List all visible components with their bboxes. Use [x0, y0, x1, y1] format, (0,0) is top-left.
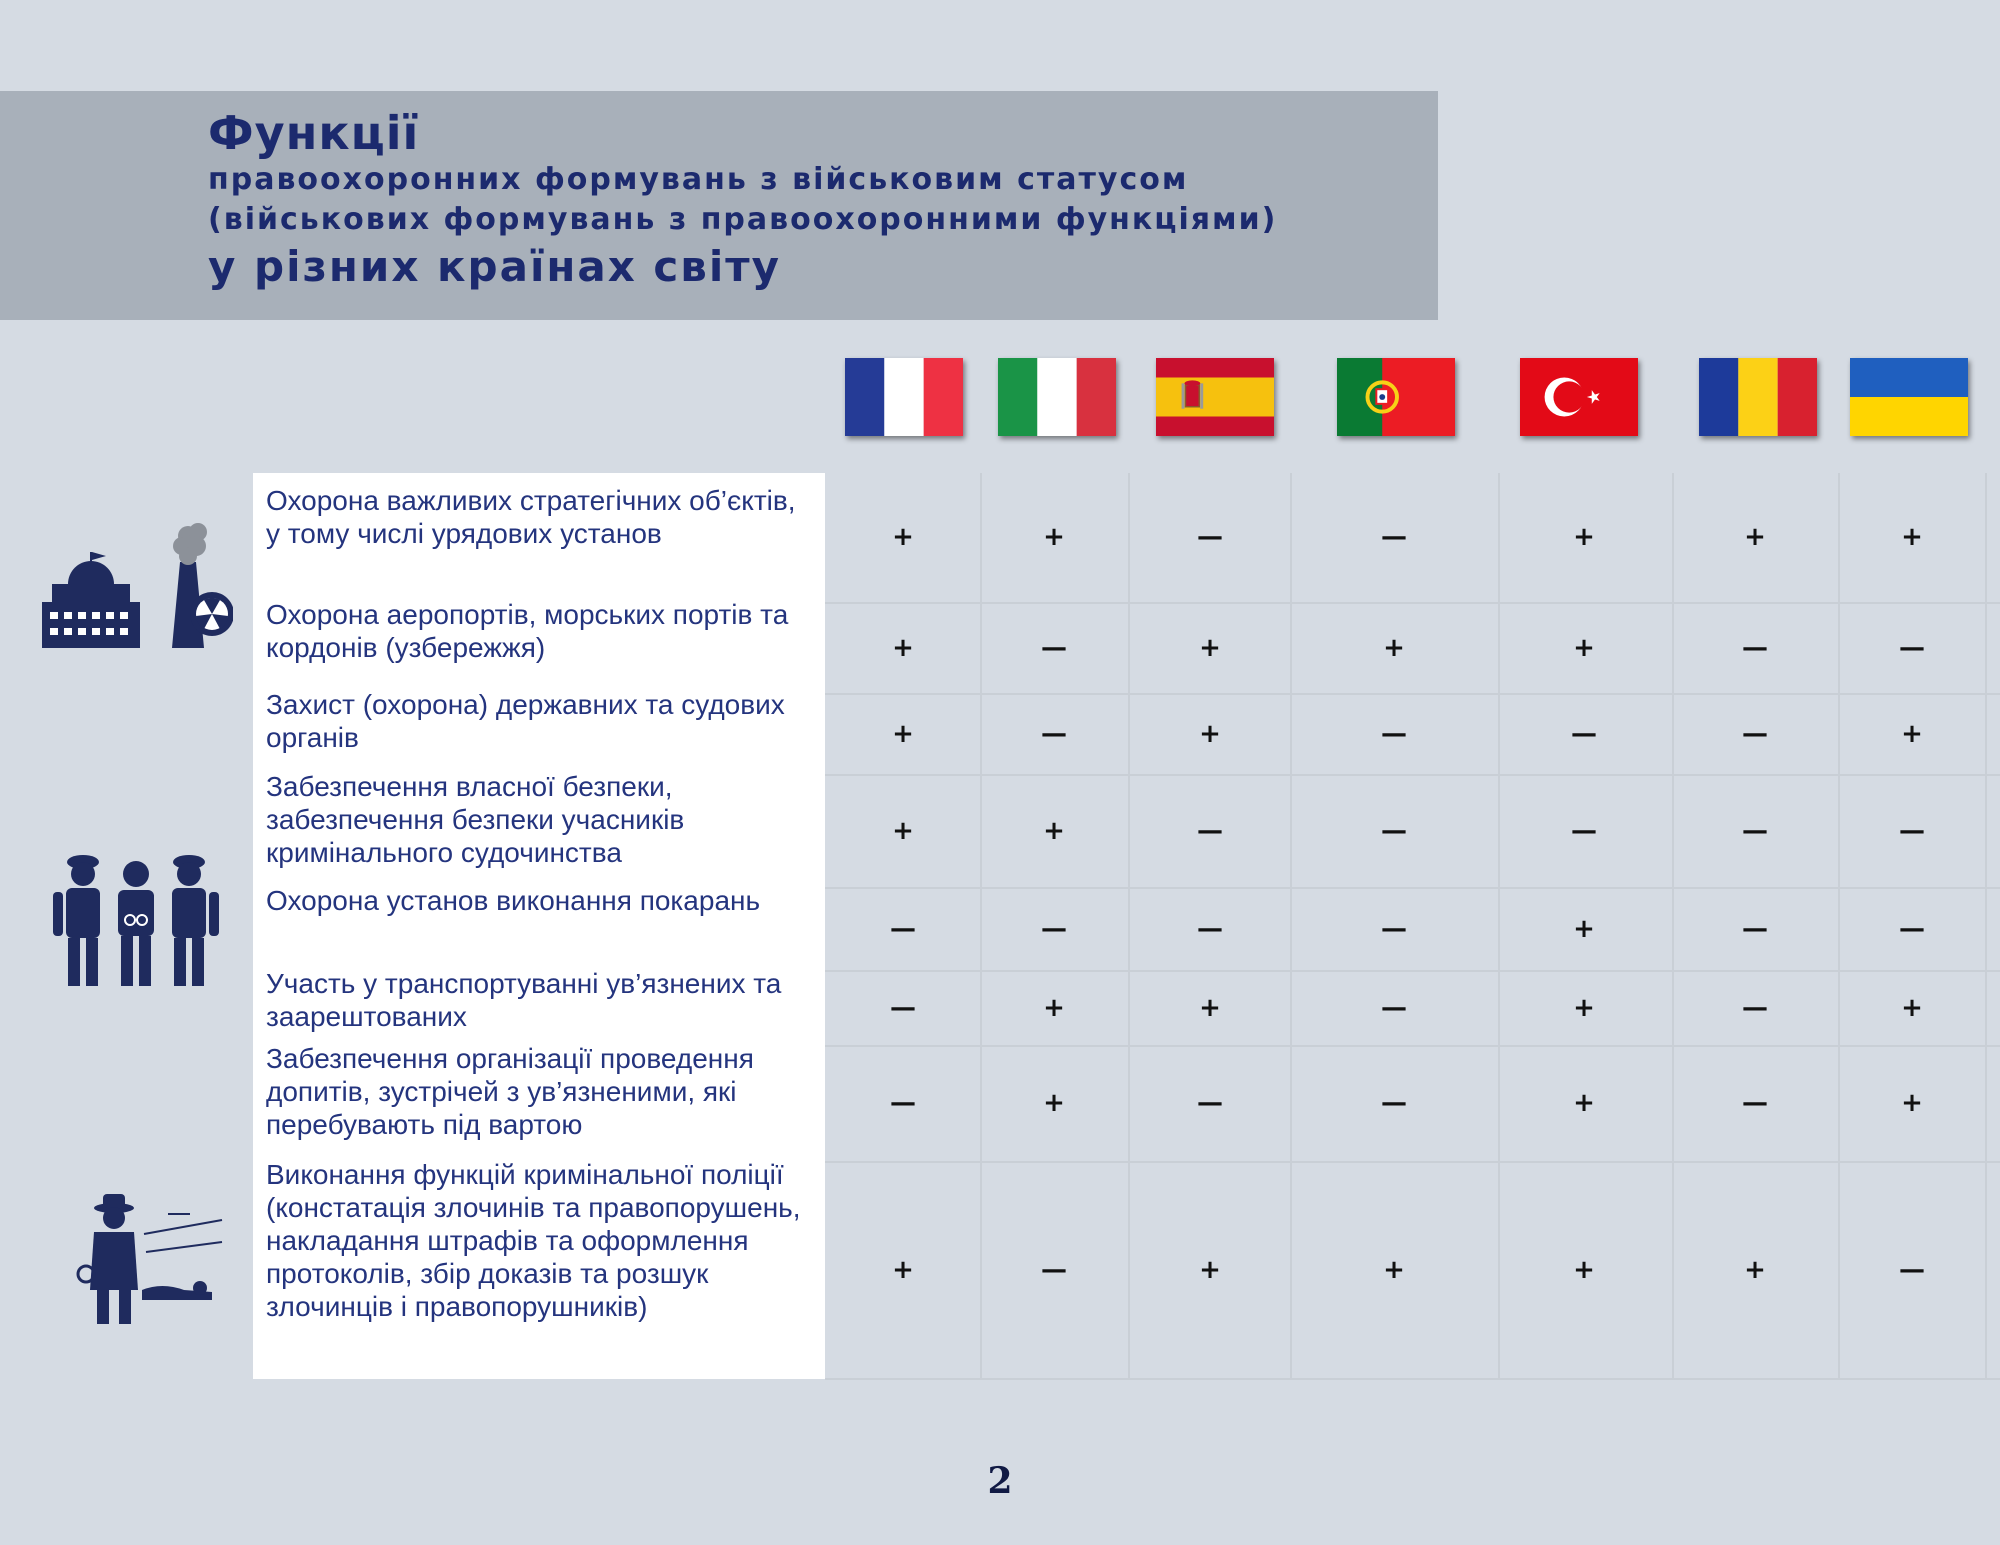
cell-mark: +: [1573, 1254, 1595, 1285]
row-divider: [825, 1378, 2000, 1380]
cell-mark: —: [1742, 992, 1768, 1023]
cell-mark: +: [1043, 992, 1065, 1023]
cell-mark: +: [1901, 992, 1923, 1023]
cell-mark: —: [1197, 1088, 1223, 1118]
row-label: Забезпечення власної безпеки, забезпечення безпеки учасників кримінального судочинства: [266, 771, 685, 868]
cell-mark: —: [890, 992, 916, 1023]
cell-mark: —: [1899, 913, 1925, 944]
ukraine-flag: [1850, 358, 1968, 436]
row-divider: [825, 1161, 2000, 1163]
cell-mark: +: [1901, 1088, 1923, 1118]
cell-mark: +: [1573, 992, 1595, 1023]
row-label: Охорона аеропортів, морських портів та кордонів (узбережжя): [266, 599, 789, 663]
column-divider: [1498, 473, 1500, 1379]
row-label: Захист (охорона) державних та судових органів: [266, 689, 785, 753]
cell-mark: —: [1381, 815, 1407, 846]
cell-mark: —: [1197, 913, 1223, 944]
cell-mark: +: [1043, 815, 1065, 846]
cell-mark: +: [1199, 718, 1221, 749]
column-divider: [1128, 473, 1130, 1379]
cell-mark: +: [1744, 1254, 1766, 1285]
cell-mark: —: [1381, 522, 1407, 552]
cell-mark: —: [1899, 1254, 1925, 1285]
police-escort-icon: [48, 848, 223, 988]
cell-mark: +: [892, 522, 914, 552]
spain-flag: [1156, 358, 1274, 436]
cell-mark: +: [1744, 522, 1766, 552]
column-divider: [1838, 473, 1840, 1379]
row-divider: [825, 774, 2000, 776]
strategic-facility-icon: [38, 512, 233, 652]
cell-mark: —: [1197, 815, 1223, 846]
cell-mark: +: [1901, 522, 1923, 552]
column-divider: [1985, 473, 1987, 1379]
cell-mark: +: [1573, 1088, 1595, 1118]
row-label: Забезпечення організації проведення допитів, зустрічей з ув’язненими, які перебувають під вартою: [266, 1043, 754, 1140]
cell-mark: —: [1041, 718, 1067, 749]
column-divider: [1672, 473, 1674, 1379]
row-label: Охорона установ виконання покарань: [266, 885, 761, 916]
cell-mark: +: [1043, 522, 1065, 552]
cell-mark: —: [1742, 1088, 1768, 1118]
cell-mark: —: [1381, 1088, 1407, 1118]
cell-mark: —: [890, 1088, 916, 1118]
cell-mark: —: [1041, 1254, 1067, 1285]
cell-mark: —: [890, 913, 916, 944]
cell-mark: +: [1199, 1254, 1221, 1285]
cell-mark: —: [1041, 913, 1067, 944]
row-label: Виконання функцій кримінальної поліції (констатація злочинів та правопорушень, накладання штрафів та оформлення протоколів, збір доказів та розшук злочинців і правопорушників): [266, 1159, 801, 1322]
cell-mark: +: [892, 632, 914, 663]
cell-mark: —: [1041, 632, 1067, 663]
row-divider: [825, 1045, 2000, 1047]
row-label: Участь у транспортуванні ув’язнених та заарештованих: [266, 968, 782, 1032]
subtitle-line-3: у різних країнах світу: [208, 242, 781, 291]
cell-mark: +: [1573, 522, 1595, 552]
row-divider: [825, 970, 2000, 972]
cell-mark: —: [1381, 718, 1407, 749]
cell-mark: +: [1383, 1254, 1405, 1285]
cell-mark: +: [892, 718, 914, 749]
row-divider: [825, 602, 2000, 604]
italy-flag: [998, 358, 1116, 436]
cell-mark: —: [1742, 815, 1768, 846]
cell-mark: +: [892, 1254, 914, 1285]
cell-mark: —: [1571, 718, 1597, 749]
page-number: 2: [987, 1460, 1013, 1502]
detective-crime-scene-icon: [72, 1190, 227, 1325]
column-divider: [980, 473, 982, 1379]
cell-mark: —: [1899, 632, 1925, 663]
cell-mark: —: [1381, 913, 1407, 944]
cell-mark: +: [892, 815, 914, 846]
cell-mark: +: [1573, 913, 1595, 944]
cell-mark: —: [1742, 718, 1768, 749]
row-label: Охорона важливих стратегічних об’єктів, у тому числі урядових установ: [266, 485, 796, 549]
page-title: Функції: [208, 106, 420, 160]
cell-mark: +: [1573, 632, 1595, 663]
cell-mark: —: [1381, 992, 1407, 1023]
cell-mark: +: [1383, 632, 1405, 663]
subtitle-line-2: (військових формувань з правоохоронними функціями): [208, 202, 1278, 237]
cell-mark: +: [1199, 632, 1221, 663]
row-divider: [825, 887, 2000, 889]
cell-mark: —: [1571, 815, 1597, 846]
subtitle-line-1: правоохоронних формувань з військовим статусом: [208, 162, 1189, 197]
turkey-flag: [1520, 358, 1638, 436]
cell-mark: —: [1899, 815, 1925, 846]
cell-mark: +: [1901, 718, 1923, 749]
cell-mark: +: [1199, 992, 1221, 1023]
romania-flag: [1699, 358, 1817, 436]
row-divider: [825, 693, 2000, 695]
cell-mark: —: [1742, 913, 1768, 944]
cell-mark: —: [1197, 522, 1223, 552]
cell-mark: +: [1043, 1088, 1065, 1118]
france-flag: [845, 358, 963, 436]
portugal-flag: [1337, 358, 1455, 436]
cell-mark: —: [1742, 632, 1768, 663]
column-divider: [1290, 473, 1292, 1379]
